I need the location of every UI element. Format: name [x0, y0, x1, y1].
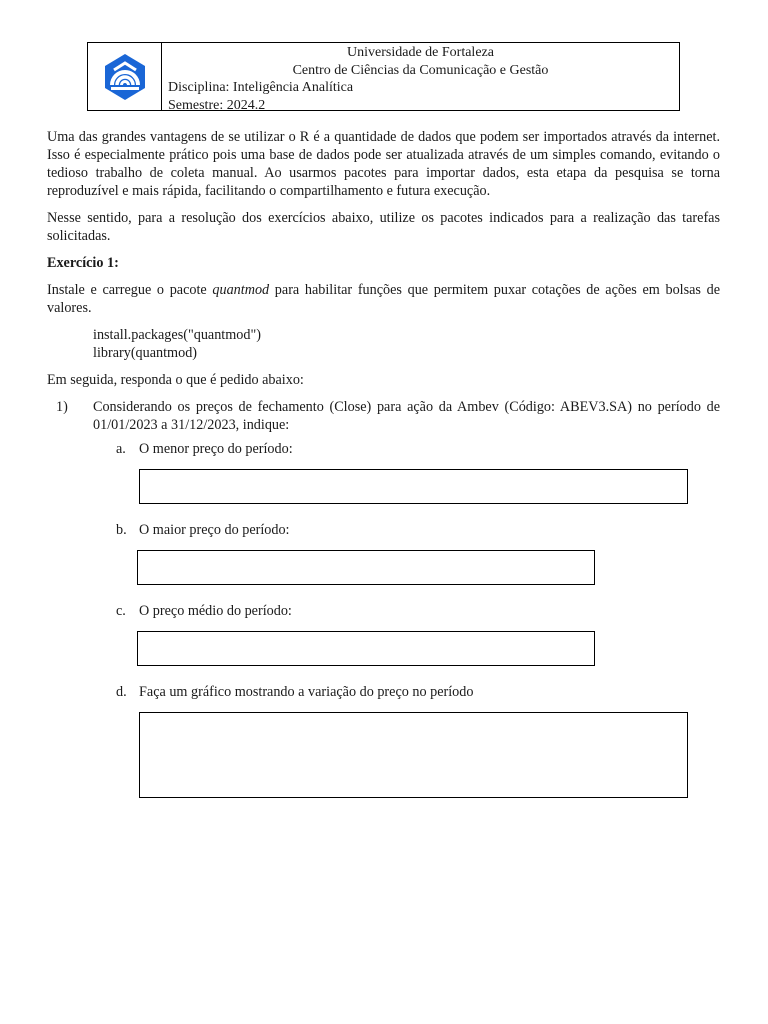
answer-box-c[interactable]	[137, 631, 595, 666]
exercise-title: Exercício 1:	[47, 255, 119, 271]
instruction-part-2: para habilitar funções que permitem puxar cotações de ações em bolsas de valores.	[47, 282, 721, 316]
university-name: Universidade de Fortaleza	[347, 45, 494, 60]
package-name: quantmod	[212, 282, 270, 298]
header-text	[162, 43, 679, 113]
item-letter: c.	[116, 603, 126, 619]
answer-box-b[interactable]	[137, 550, 595, 585]
center-name: Centro de Ciências da Comunicação e Gestão	[292, 62, 549, 78]
question-text: Considerando os preços de fechamento (Close) para ação da Ambev (Código: ABEV3.SA) no período de 01/01/2023 a 31/12/2023, indique:	[93, 399, 720, 433]
item-label: O preço médio do período:	[139, 603, 292, 619]
instruction-part-1: Instale e carregue o pacote	[47, 282, 213, 298]
document-body	[47, 128, 720, 434]
document-header	[87, 42, 680, 111]
exercise-instruction	[47, 281, 720, 317]
semester-line: Semestre: 2024.2	[168, 97, 266, 113]
item-label: O maior preço do período:	[139, 522, 290, 538]
discipline-line: Disciplina: Inteligência Analítica	[168, 80, 354, 95]
question-number: 1)	[56, 399, 68, 415]
code-line-library: library(quantmod)	[93, 345, 198, 361]
item-label: O menor preço do período:	[139, 441, 293, 457]
item-letter: b.	[116, 522, 127, 538]
code-block	[93, 326, 720, 362]
answer-box-d[interactable]	[139, 712, 688, 798]
logo-cell	[88, 43, 162, 110]
question-1	[47, 398, 720, 434]
intro-paragraph-1: Uma das grandes vantagens de se utilizar o R é a quantidade de dados que podem ser importados através da internet. Isso é especialmente prático pois uma base de dados pode ser atualizada através de um simples comando, evitando o tedioso trabalho de coleta manual. Ao usarmos pacotes para importar dados, esta etapa da pesquisa se torna reproduzível e mais rápida, facilitando o compartilhamento e futura execução.	[47, 129, 720, 199]
item-letter: a.	[116, 441, 126, 457]
answer-box-a[interactable]	[139, 469, 688, 504]
item-letter: d.	[116, 684, 127, 700]
code-line-install: install.packages("quantmod")	[93, 327, 261, 343]
followup-text: Em seguida, responda o que é pedido abaixo:	[47, 372, 304, 388]
university-logo-icon	[100, 52, 150, 102]
intro-paragraph-2: Nesse sentido, para a resolução dos exercícios abaixo, utilize os pacotes indicados para a realização das tarefas solicitadas.	[47, 210, 720, 244]
item-label: Faça um gráfico mostrando a variação do preço no período	[139, 684, 474, 700]
